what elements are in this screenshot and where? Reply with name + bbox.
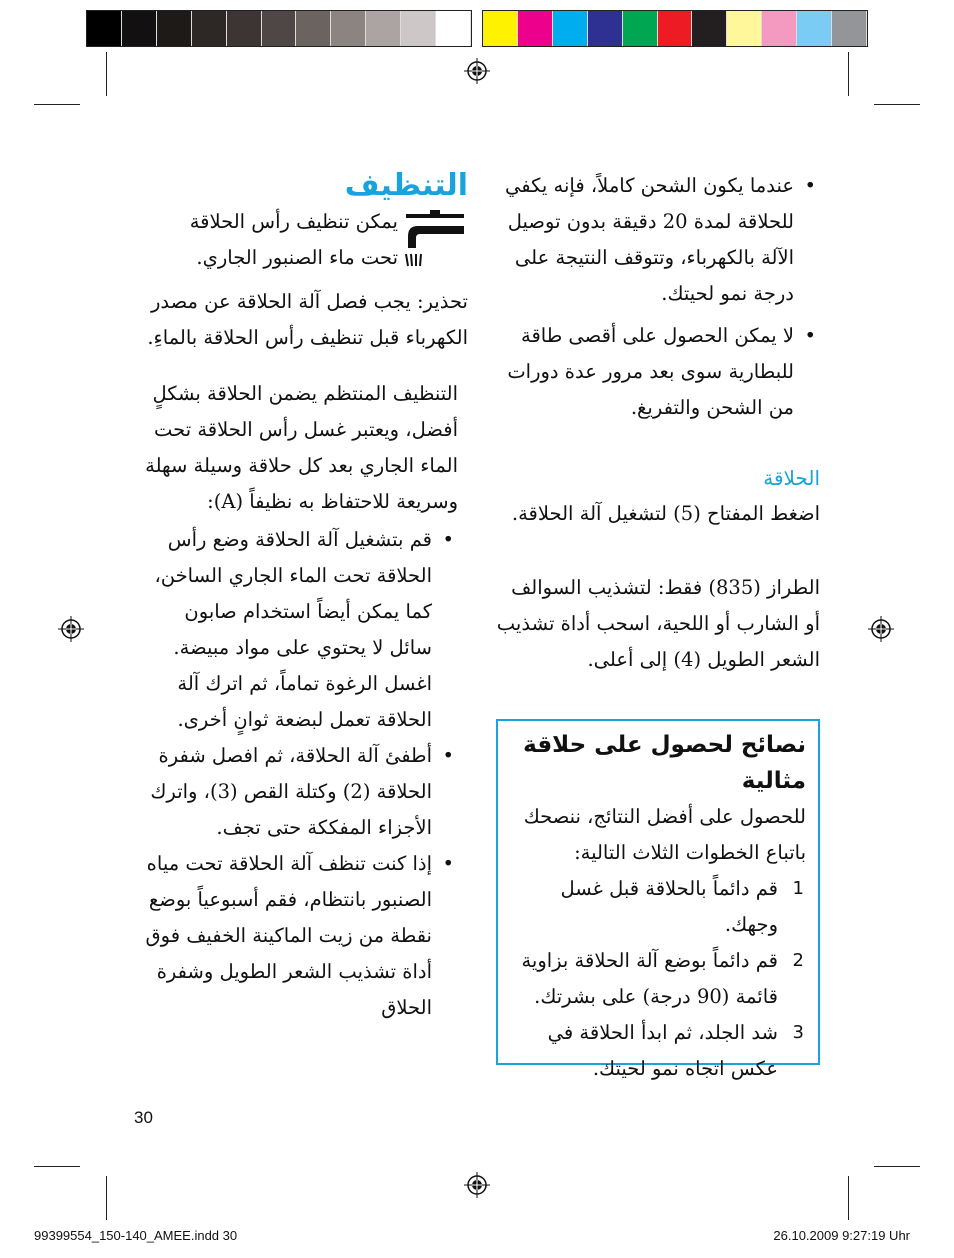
- page-number: 30: [134, 1108, 153, 1127]
- cleaning-intro-line2: تحت ماء الصنبور الجاري.: [196, 246, 398, 269]
- color-swatch: [518, 11, 553, 46]
- cleaning-paragraph: التنظيف المنتظم يضمن الحلاقة بشكلٍ أفضل، ويعتبر غسل رأس الحلاقة تحت الماء الجاري بعد كل حلاقة وسيلة سهلة وسريعة للاحتفاظ به نظيفاً (A):: [145, 382, 458, 513]
- step-text: قم دائماً بالحلاقة قبل غسل وجهك.: [560, 877, 778, 936]
- bullet-item: • قم بتشغيل آلة الحلاقة وضع رأس الحلاقة تحت الماء الجاري الساخن، كما يمكن أيضاً استخدام صابون سائل لا يحتوي على مواد مبيضة. اغسل الرغوة تماماً، ثم اترك آلة الحلاقة تعمل لبضعة ثوانٍ أخرى.: [136, 522, 458, 738]
- process-color-bar: [482, 10, 868, 47]
- registration-mark-icon: [464, 1172, 490, 1198]
- registration-mark-icon: [58, 616, 84, 642]
- tips-intro: للحصول على أفضل النتائج، ننصحك باتباع الخطوات الثلاث التالية:: [523, 805, 806, 864]
- bullet-item: • لا يمكن الحصول على أقصى طاقة للبطارية سوى بعد مرور عدة دورات من الشحن والتفريغ.: [496, 318, 820, 426]
- color-swatch: [797, 11, 832, 46]
- footer-file: 99399554_150-140_AMEE.indd 30: [34, 1228, 238, 1243]
- crop-mark: [106, 1176, 107, 1220]
- crop-mark: [874, 104, 920, 105]
- step-number: 1: [792, 878, 804, 899]
- warning-text: تحذير: يجب فصل آلة الحلاقة عن مصدر الكهرباء قبل تنظيف رأس الحلاقة بالماءِ.: [147, 290, 468, 349]
- registration-mark-icon: [868, 616, 894, 642]
- grayscale-color-bar: [86, 10, 472, 47]
- tips-title: نصائح لحصول على حلاقة مثالية: [523, 732, 806, 794]
- color-swatch: [588, 11, 623, 46]
- color-swatch: [483, 11, 518, 46]
- crop-mark: [34, 104, 80, 105]
- color-swatch: [762, 11, 797, 46]
- step-number: 2: [792, 950, 804, 971]
- color-swatch: [727, 11, 762, 46]
- bullet-item: • إذا كنت تنظف آلة الحلاقة تحت مياه الصنبور بانتظام، فقم أسبوعياً بوضع نقطة من زيت الماكينة الخفيف فوق أداة تشذيب الشعر الطويل وشفرة الحلاق: [136, 846, 458, 1026]
- color-swatch: [262, 11, 297, 46]
- bullet-item: • أطفئ آلة الحلاقة، ثم افصل شفرة الحلاقة (2) وكتلة القص (3)، واترك الأجزاء المفككة حتى تجف.: [136, 738, 458, 846]
- registration-mark-icon: [464, 58, 490, 84]
- cleaning-heading: التنظيف: [344, 168, 468, 203]
- color-swatch: [623, 11, 658, 46]
- cleaning-bullets: [136, 522, 468, 1026]
- shaving-text: اضغط المفتاح (5) لتشغيل آلة الحلاقة.: [511, 502, 820, 525]
- color-swatch: [553, 11, 588, 46]
- color-swatch: [658, 11, 693, 46]
- crop-mark: [34, 1166, 80, 1167]
- step-text: قم دائماً بوضع آلة الحلاقة بزاوية قائمة (90 درجة) على بشرتك.: [521, 949, 778, 1008]
- charging-bullets: [496, 168, 820, 426]
- model-text: الطراز (835) فقط: لتشذيب السوالف أو الشارب أو اللحية، اسحب أداة تشذيب الشعر الطويل (4) إلى أعلى.: [496, 576, 820, 671]
- color-swatch: [192, 11, 227, 46]
- step-item: [508, 1015, 806, 1087]
- color-swatch: [157, 11, 192, 46]
- crop-mark: [848, 52, 849, 96]
- left-column: [136, 284, 468, 1026]
- crop-mark: [874, 1166, 920, 1167]
- crop-mark: [106, 52, 107, 96]
- color-swatch: [331, 11, 366, 46]
- step-item: [508, 943, 806, 1015]
- color-swatch: [227, 11, 262, 46]
- step-number: 3: [792, 1022, 804, 1043]
- step-text: شد الجلد، ثم ابدأ الحلاقة في عكس اتجاه نمو لحيتك.: [547, 1021, 778, 1080]
- tips-steps: [508, 871, 806, 1087]
- color-swatch: [832, 11, 867, 46]
- crop-mark: [848, 1176, 849, 1220]
- shaving-heading: الحلاقة: [763, 466, 820, 490]
- color-swatch: [366, 11, 401, 46]
- step-item: [508, 871, 806, 943]
- footer-timestamp: 26.10.2009 9:27:19 Uhr: [773, 1228, 910, 1243]
- bullet-item: • عندما يكون الشحن كاملاً، فإنه يكفي للحلاقة لمدة 20 دقيقة بدون توصيل الآلة بالكهرباء، وتتوقف النتيجة على درجة نمو لحيتك.: [496, 168, 820, 312]
- color-swatch: [401, 11, 436, 46]
- cleaning-intro-line1: يمكن تنظيف رأس الحلاقة: [189, 210, 398, 233]
- tips-box: [496, 719, 820, 1080]
- color-swatch: [296, 11, 331, 46]
- color-swatch: [87, 11, 122, 46]
- right-column: [496, 168, 820, 678]
- color-swatch: [692, 11, 727, 46]
- water-tap-icon: [402, 208, 468, 270]
- color-swatch: [122, 11, 157, 46]
- cleaning-intro: [150, 204, 398, 276]
- color-swatch: [436, 11, 471, 46]
